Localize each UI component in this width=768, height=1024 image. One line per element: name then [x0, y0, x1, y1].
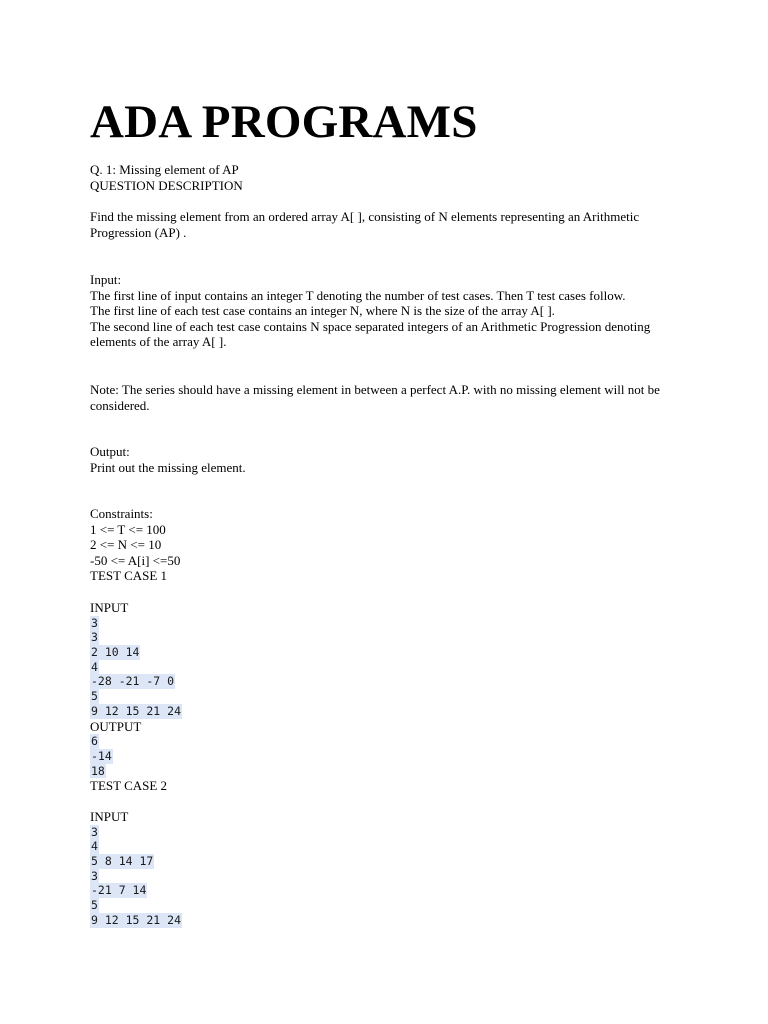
test-case-2-heading: TEST CASE 2 — [90, 778, 168, 794]
code-line: 4 — [91, 659, 98, 674]
code-line: 3 — [91, 824, 98, 839]
note-text: Note: The series should have a missing element in between a perfect A.P. with no missing element will not be considered. — [90, 382, 660, 413]
test-case-1 — [90, 600, 690, 794]
code-line: 4 — [91, 839, 98, 854]
code-line: 3 — [91, 630, 98, 645]
description-text: Find the missing element from an ordered array A[ ], consisting of N elements representing an Arithmetic Progression (AP) . — [90, 209, 640, 240]
input-label: Input: — [90, 272, 122, 287]
code-line: 2 10 14 — [91, 645, 140, 659]
code-line: 5 — [91, 898, 98, 913]
test-case-1-heading: TEST CASE 1 — [90, 568, 168, 584]
input-line-2: The first line of each test case contains an integer N, where N is the size of the array A[ ]. — [90, 303, 555, 319]
output-label: Output: — [90, 444, 130, 459]
output-section — [90, 444, 690, 475]
question-description — [90, 209, 690, 240]
input-line-3: The second line of each test case contains N space separated integers of an Arithmetic Progression denoting elements of the array A[ ]. — [90, 318, 651, 350]
constraints-label: Constraints: — [90, 506, 153, 521]
constraint-item: -50 <= A[i] <=50 — [90, 552, 181, 568]
question-subheading: QUESTION DESCRIPTION — [90, 177, 243, 193]
code-line: 5 — [91, 689, 98, 704]
output-text: Print out the missing element. — [90, 459, 246, 475]
constraint-item: 1 <= T <= 100 — [90, 521, 166, 537]
code-line: 3 — [91, 868, 98, 883]
page-title: ADA PROGRAMS — [90, 96, 478, 148]
test-case-1-output-label: OUTPUT — [90, 718, 142, 734]
code-line: 3 — [91, 615, 98, 630]
code-line: -28 -21 -7 0 — [91, 674, 175, 689]
test-case-2-input-label: INPUT — [90, 809, 129, 824]
input-line-1: The first line of input contains an integer T denoting the number of test cases. Then T test cases follow. — [90, 287, 626, 303]
code-line: -21 7 14 — [91, 883, 147, 898]
test-case-1-input-label: INPUT — [90, 600, 129, 615]
code-line: 9 12 15 21 24 — [91, 703, 182, 718]
constraint-item: 2 <= N <= 10 — [90, 537, 162, 553]
code-line: 6 — [91, 734, 98, 749]
code-line: 9 12 15 21 24 — [91, 912, 182, 927]
code-line: 18 — [91, 763, 105, 778]
note-section — [90, 382, 690, 413]
question-header — [90, 162, 690, 193]
constraints-section — [90, 506, 690, 584]
code-line: -14 — [91, 748, 112, 763]
question-heading: Q. 1: Missing element of AP — [90, 162, 239, 177]
input-section — [90, 272, 690, 350]
test-case-2 — [90, 809, 690, 928]
code-line: 5 8 14 17 — [91, 854, 154, 868]
